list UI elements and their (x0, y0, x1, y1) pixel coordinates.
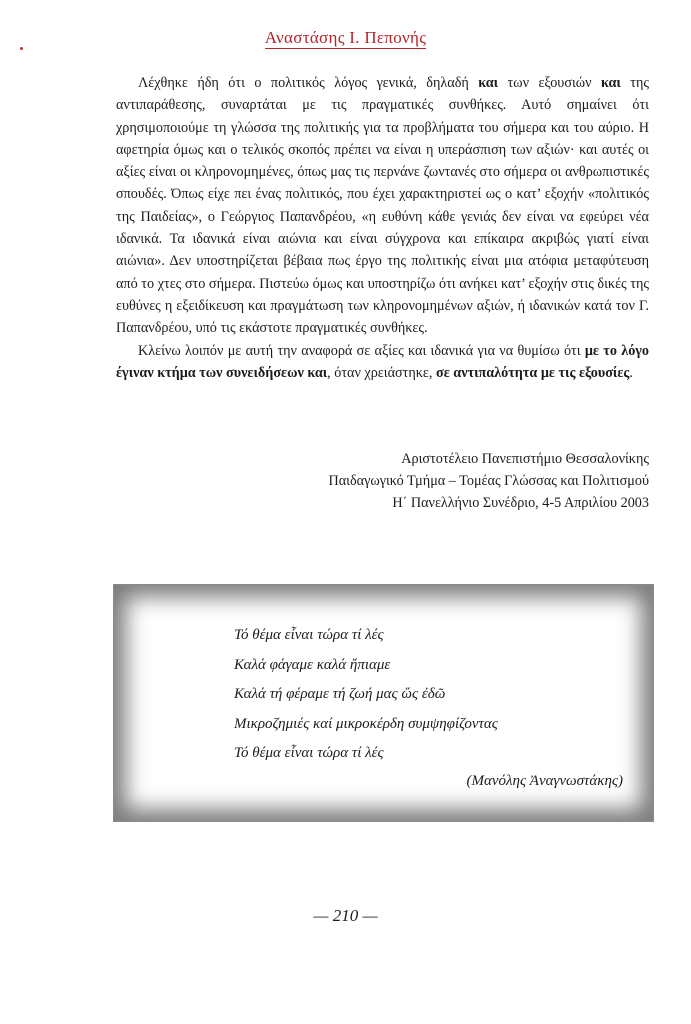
poem-author: (Μανόλης Ἀναγνωστάκης) (466, 773, 623, 789)
p2-text-1: Κλείνω λοιπόν με αυτή την αναφορά σε αξίες και ιδανικά για να θυμίσω ότι (138, 342, 585, 359)
poem-line: Τό θέμα εἶναι τώρα τί λές (234, 745, 384, 761)
paragraph-2 (116, 340, 649, 385)
p2-text-2: , όταν χρειάστηκε, (327, 364, 436, 381)
signature-block (329, 448, 650, 514)
p2-bold-1: με το λόγο έγιναν κτήμα των συνειδήσεων και (116, 342, 650, 381)
page-number: — 210 — (313, 906, 378, 925)
poem-frame (113, 584, 654, 822)
poem-line: Τό θέμα εἶναι τώρα τί λές (234, 627, 384, 643)
signature-conference: Η΄ Πανελλήνιο Συνέδριο, 4-5 Απριλίου 2003 (392, 495, 649, 511)
p1-bold-2: και (601, 75, 621, 91)
header-author: Αναστάσης Ι. Πεπονής (264, 28, 427, 47)
paragraph-1 (116, 72, 649, 340)
poem-line: Μικροζημιές καί μικροκέρδη συμψηφίζοντας (234, 715, 498, 732)
p1-text-2: των εξουσιών (498, 75, 602, 91)
p2-text-3: . (629, 364, 633, 381)
poem-line: Καλά τή φέραμε τή ζωή μας ὥς ἐδῶ (234, 686, 446, 702)
poem-lines (234, 621, 498, 769)
running-header (0, 28, 691, 48)
p1-bold-1: και (478, 75, 499, 91)
poem-line: Καλά φάγαμε καλά ἤπιαμε (234, 656, 391, 673)
signature-department: Παιδαγωγικό Τμήμα – Τομέας Γλώσσας και Πολιτισμού (328, 473, 649, 489)
p2-bold-2: σε αντιπαλότητα με τις εξουσίες (435, 364, 630, 381)
p1-text-3: της αντιπαράθεσης, συναρτάται με τις πραγματικές συνθήκες. Αυτό σημαίνει ότι χρησιμοποιούμε τη γλώσσα της πολιτικής για τα προβλήματα του σήμερα και του αύριο. Η αφετηρία όμως και ο τελικός σκοπός πρέπει να είναι η υπεράσπιση των αξιών· και αυτές οι αξίες είναι οι κληρονομημένες, όπως μας τις περνάνε ζωντανές στο σήμερα οι ανθρωπιστικές σπουδές. Όπως είχε πει ένας πολιτικός, που έχει χαρακτηριστεί ως ο κατ’ εξοχήν «πολιτικός της Παιδείας», ο Γεώργιος Παπανδρέου, «η ευθύνη κάθε γενιάς δεν είναι να εφεύρει νέα ιδανικά. Τα ιδανικά είναι αιώνια και είναι σύγχρονα και επίκαιρα ακριβώς γιατί είναι αιώνια». Δεν υποστηρίζεται βέβαια πως έργο της πολιτικής είναι μια ατόφια μεταφύτευση από το χτες στο σήμερα. Πιστεύω όμως και υποστηρίζω ότι ανήκει κατ’ εξοχήν στις δικές της ευθύνες η εξειδίκευση και πραγμάτωση των κληρονομημένων αξιών, ή ιδανικών κατά τον Γ. Παπανδρέου, υπό τις εκάστοτε πραγματικές συνθήκες. (116, 75, 650, 337)
body-text (116, 72, 649, 384)
print-speck (20, 47, 23, 50)
p1-text-1: Λέχθηκε ήδη ότι ο πολιτικός λόγος γενικά, δηλαδή (138, 75, 479, 91)
signature-university: Αριστοτέλειο Πανεπιστήμιο Θεσσαλονίκης (401, 451, 649, 467)
